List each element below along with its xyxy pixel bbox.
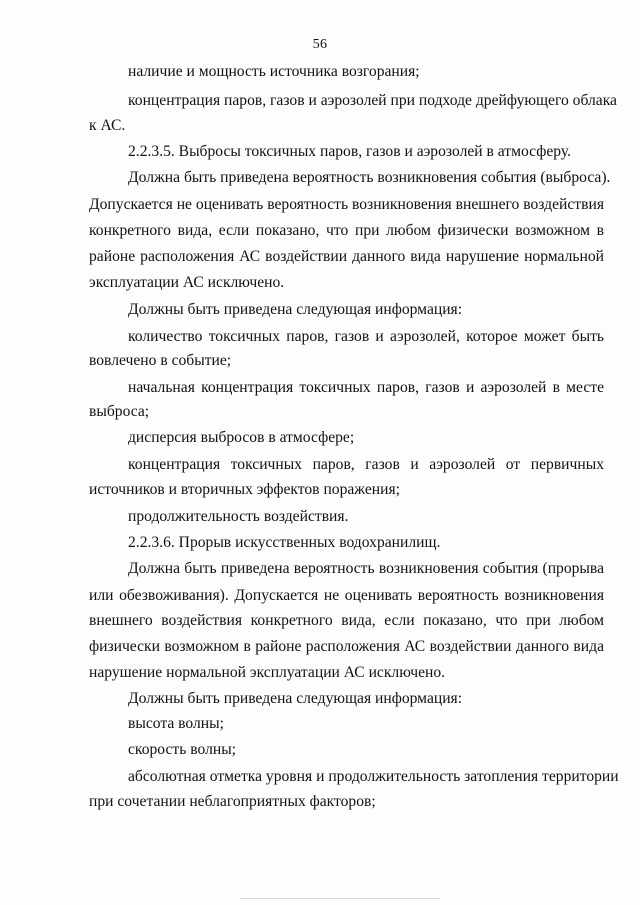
text-line: конкретного вида, если показано, что при любом физически возможном в xyxy=(89,222,604,239)
text-line: районе расположения АС воздействии данного вида нарушение нормальной xyxy=(89,248,604,265)
text-line: Должны быть приведена следующая информация: xyxy=(128,690,463,707)
text-line: Должны быть приведена следующая информация: xyxy=(128,301,463,318)
text-line: Допускается не оценивать вероятность возникновения внешнего воздействия xyxy=(89,196,604,213)
text-line: наличие и мощность источника возгорания; xyxy=(128,63,420,80)
section-heading: 2.2.3.5. Выбросы токсичных паров, газов и аэрозолей в атмосферу. xyxy=(128,143,572,160)
text-line: внешнего воздействия конкретного вида, если показано, что при любом xyxy=(89,612,604,629)
bottom-edge-rule xyxy=(240,898,440,899)
text-line: нарушение нормальной эксплуатации АС исключено. xyxy=(89,664,446,681)
text-line: Должна быть приведена вероятность возникновения события (прорыва xyxy=(128,560,604,577)
text-line: абсолютная отметка уровня и продолжительность затопления территории xyxy=(128,768,619,785)
text-line: Должна быть приведена вероятность возникновения события (выброса). xyxy=(128,169,611,186)
text-line: при сочетании неблагоприятных факторов; xyxy=(89,793,376,810)
text-line: источников и вторичных эффектов поражения; xyxy=(89,481,400,498)
text-line: начальная концентрация токсичных паров, газов и аэрозолей в месте xyxy=(128,379,604,396)
text-line: эксплуатации АС исключено. xyxy=(89,274,285,291)
text-line: скорость волны; xyxy=(128,741,237,758)
text-line: концентрация паров, газов и аэрозолей при подходе дрейфующего облака xyxy=(128,92,617,109)
text-line: физически возможном в районе расположения АС воздействии данного вида xyxy=(89,638,604,655)
text-line: или обезвоживания). Допускается не оценивать вероятность возникновения xyxy=(89,587,604,604)
page-number: 56 xyxy=(312,37,328,52)
text-line: дисперсия выбросов в атмосфере; xyxy=(128,429,355,446)
text-line: высота волны; xyxy=(128,715,224,732)
text-line: вовлечено в событие; xyxy=(89,352,232,369)
text-line: к АС. xyxy=(89,117,126,134)
text-line: выброса; xyxy=(89,403,150,420)
text-line: концентрация токсичных паров, газов и аэрозолей от первичных xyxy=(128,456,604,473)
text-line: продолжительность воздействия. xyxy=(128,508,349,525)
text-line: количество токсичных паров, газов и аэрозолей, которое может быть xyxy=(128,328,604,345)
section-heading: 2.2.3.6. Прорыв искусственных водохранилищ. xyxy=(128,534,441,551)
